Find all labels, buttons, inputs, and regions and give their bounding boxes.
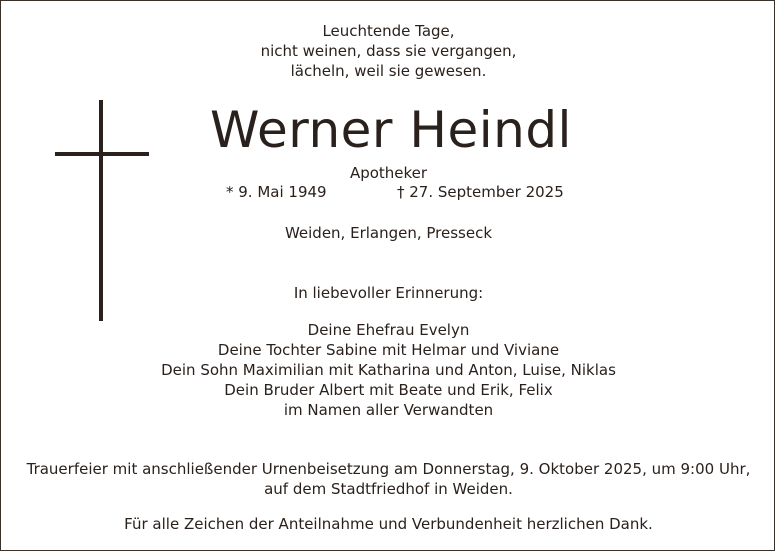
mourner-line-1: Deine Ehefrau Evelyn — [307, 321, 470, 339]
mourner-line-5: im Namen aller Verwandten — [283, 401, 494, 419]
mourner-line-3: Dein Sohn Maximilian mit Katharina und Anton, Luise, Niklas — [161, 361, 616, 379]
profession: Apotheker — [349, 164, 428, 182]
cross-horizontal-bar — [55, 152, 149, 156]
thanks-line: Für alle Zeichen der Anteilnahme und Verbundenheit herzlichen Dank. — [124, 515, 653, 533]
birth-date: * 9. Mai 1949 — [226, 183, 327, 201]
places: Weiden, Erlangen, Presseck — [284, 224, 493, 242]
mourner-line-4: Dein Bruder Albert mit Beate und Erik, Felix — [224, 381, 553, 399]
verse-line-3: lächeln, weil sie gewesen. — [290, 62, 487, 80]
deceased-name: Werner Heindl — [210, 101, 572, 159]
remembrance-intro: In liebevoller Erinnerung: — [293, 284, 484, 302]
verse-line-1: Leuchtende Tage, — [322, 22, 455, 40]
mourner-line-2: Deine Tochter Sabine mit Helmar und Viviane — [217, 341, 560, 359]
death-date: † 27. September 2025 — [397, 183, 564, 201]
service-line-2: auf dem Stadtfriedhof in Weiden. — [264, 480, 513, 498]
service-line-1: Trauerfeier mit anschließender Urnenbeisetzung am Donnerstag, 9. Oktober 2025, um 9:00 Uhr, — [26, 460, 751, 478]
life-dates — [1, 182, 775, 202]
verse-line-2: nicht weinen, dass sie vergangen, — [260, 42, 517, 60]
